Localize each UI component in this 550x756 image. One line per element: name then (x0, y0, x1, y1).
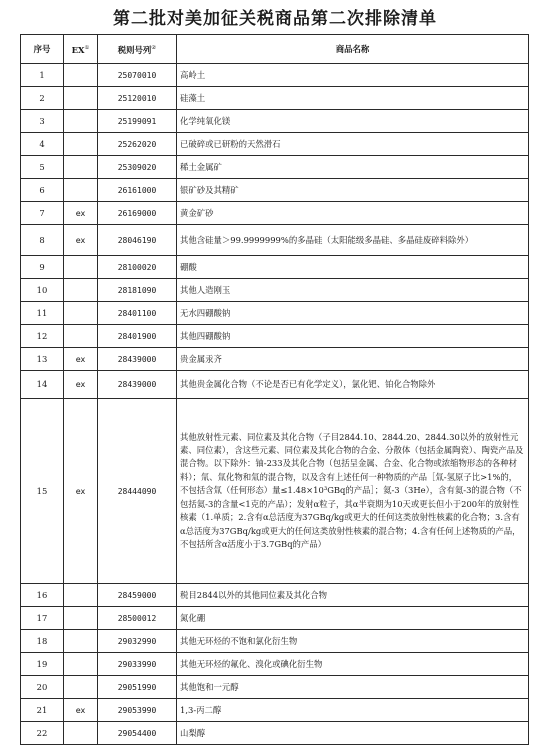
table-row (21, 584, 529, 607)
table-row (21, 256, 529, 279)
row-ex-flag (64, 722, 98, 745)
row-ex-flag: ex (64, 348, 98, 371)
header-ex-label: EX (71, 44, 85, 55)
row-number: 22 (21, 722, 64, 745)
row-tariff-code: 26169000 (98, 202, 177, 225)
row-number: 21 (21, 699, 64, 722)
row-tariff-code: 28181090 (98, 279, 177, 302)
row-ex-flag (64, 630, 98, 653)
row-number: 2 (21, 87, 64, 110)
row-tariff-code: 25070010 (98, 64, 177, 87)
row-number: 16 (21, 584, 64, 607)
header-ex-footnote: ① (84, 44, 90, 51)
row-product-name: 其他饱和一元醇 (177, 676, 529, 699)
header-code-footnote: ② (151, 44, 157, 51)
row-number: 11 (21, 302, 64, 325)
header-code-label: 税则号列 (117, 44, 152, 55)
row-ex-flag (64, 584, 98, 607)
row-tariff-code: 28401100 (98, 302, 177, 325)
row-ex-flag (64, 279, 98, 302)
row-tariff-code: 25262020 (98, 133, 177, 156)
row-product-name: 高岭土 (177, 64, 529, 87)
table-row (21, 110, 529, 133)
header-name-label: 商品名称 (335, 43, 370, 54)
row-product-name: 黄金矿砂 (177, 202, 529, 225)
row-product-name: 其他四硼酸钠 (177, 325, 529, 348)
row-ex-flag (64, 133, 98, 156)
row-product-name: 硅藻土 (177, 87, 529, 110)
row-number: 10 (21, 279, 64, 302)
row-number: 9 (21, 256, 64, 279)
row-product-name: 其他含硅量＞99.9999999%的多晶硅（太阳能级多晶硅、多晶硅废碎料除外） (177, 225, 529, 256)
row-ex-flag (64, 676, 98, 699)
row-tariff-code: 28500012 (98, 607, 177, 630)
row-ex-flag: ex (64, 202, 98, 225)
table-row (21, 607, 529, 630)
row-ex-flag: ex (64, 399, 98, 584)
row-tariff-code: 28444090 (98, 399, 177, 584)
row-ex-flag (64, 87, 98, 110)
table-row (21, 179, 529, 202)
row-product-name: 山梨醇 (177, 722, 529, 745)
row-product-name: 贵金属汞齐 (177, 348, 529, 371)
row-number: 13 (21, 348, 64, 371)
row-tariff-code: 29032990 (98, 630, 177, 653)
table-row (21, 225, 529, 256)
row-product-name: 税目2844以外的其他同位素及其化合物 (177, 584, 529, 607)
row-number: 14 (21, 371, 64, 399)
table-row (21, 279, 529, 302)
row-number: 5 (21, 156, 64, 179)
row-tariff-code: 28401900 (98, 325, 177, 348)
table-row (21, 156, 529, 179)
row-product-name: 化学纯氧化镁 (177, 110, 529, 133)
row-ex-flag (64, 64, 98, 87)
row-ex-flag: ex (64, 371, 98, 399)
row-product-name: 其他人造刚玉 (177, 279, 529, 302)
row-tariff-code: 25309020 (98, 156, 177, 179)
row-ex-flag (64, 653, 98, 676)
table-row (21, 87, 529, 110)
row-ex-flag (64, 110, 98, 133)
row-ex-flag: ex (64, 225, 98, 256)
row-product-name: 其他无环烃的氟化、溴化或碘化衍生物 (177, 653, 529, 676)
table-row (21, 653, 529, 676)
row-number: 8 (21, 225, 64, 256)
row-tariff-code: 29033990 (98, 653, 177, 676)
row-number: 7 (21, 202, 64, 225)
row-tariff-code: 25199091 (98, 110, 177, 133)
row-ex-flag (64, 302, 98, 325)
row-number: 6 (21, 179, 64, 202)
row-tariff-code: 28046190 (98, 225, 177, 256)
page-title: 第二批对美加征关税商品第二次排除清单 (113, 9, 437, 29)
row-number: 18 (21, 630, 64, 653)
row-tariff-code: 28439000 (98, 371, 177, 399)
table-row (21, 699, 529, 722)
table-row (21, 399, 529, 584)
table-row (21, 371, 529, 399)
row-tariff-code: 25120010 (98, 87, 177, 110)
table-row (21, 133, 529, 156)
table-row (21, 676, 529, 699)
row-ex-flag (64, 156, 98, 179)
row-tariff-code: 29054400 (98, 722, 177, 745)
table-row (21, 630, 529, 653)
header-name (177, 35, 529, 64)
row-product-name: 硼酸 (177, 256, 529, 279)
row-product-name: 其他贵金属化合物（不论是否已有化学定义），氯化钯、铂化合物除外 (177, 371, 529, 399)
row-tariff-code: 29053990 (98, 699, 177, 722)
header-ex (64, 35, 98, 64)
row-product-name: 已破碎或已研粉的天然滑石 (177, 133, 529, 156)
row-product-name: 稀土金属矿 (177, 156, 529, 179)
row-product-name: 其他无环烃的不饱和氯化衍生物 (177, 630, 529, 653)
row-ex-flag (64, 256, 98, 279)
table-row (21, 348, 529, 371)
table-row (21, 64, 529, 87)
row-number: 1 (21, 64, 64, 87)
header-code (98, 35, 177, 64)
row-number: 4 (21, 133, 64, 156)
table-row (21, 202, 529, 225)
row-tariff-code: 28100020 (98, 256, 177, 279)
row-number: 20 (21, 676, 64, 699)
table-row (21, 325, 529, 348)
exclusion-list-table (20, 34, 529, 745)
row-product-name: 其他放射性元素、同位素及其化合物（子目2844.10、2844.20、2844.30以外的放射性元素、同位素），含这些元素、同位素及其化合物的合金、分散体（包括金属陶瓷）、陶瓷产品及混合物。以下除外：铀-233及其化合物（包括呈金属、合金、化合物或浓缩物形态的各种材料）；氚、氚化物和氚的混合物，以及含有上述任何一种物质的产品［氚-氢原子比>1%的，不包括含氚（任何形态）量≤1.48×10³GBq的产品］；氦-3（3He），含有氦-3的混合物（不包括氦-3的含量<1克的产品）；发射α粒子，其α半衰期为10天或更长但小于200年的放射性核素（1.单质；2.含有α总活度为37GBq/kg或更大的任何这类放射性核素的化合物；3.含有α总活度为37GBq/kg或更大的任何这类放射性核素的混合物；4.含有任何上述物质的产品，不包括所含α活度小于3.7GBq的产品） (177, 399, 529, 584)
row-product-name: 无水四硼酸钠 (177, 302, 529, 325)
row-ex-flag: ex (64, 699, 98, 722)
header-no (21, 35, 64, 64)
row-tariff-code: 28459000 (98, 584, 177, 607)
row-number: 17 (21, 607, 64, 630)
row-ex-flag (64, 325, 98, 348)
row-number: 15 (21, 399, 64, 584)
row-number: 12 (21, 325, 64, 348)
row-number: 19 (21, 653, 64, 676)
row-ex-flag (64, 607, 98, 630)
header-no-label: 序号 (33, 43, 51, 54)
table-header-row (21, 35, 529, 64)
table-row (21, 302, 529, 325)
row-number: 3 (21, 110, 64, 133)
row-tariff-code: 28439000 (98, 348, 177, 371)
row-tariff-code: 26161000 (98, 179, 177, 202)
row-ex-flag (64, 179, 98, 202)
table-row (21, 722, 529, 745)
row-product-name: 1,3-丙二醇 (177, 699, 529, 722)
row-tariff-code: 29051990 (98, 676, 177, 699)
row-product-name: 氮化硼 (177, 607, 529, 630)
row-product-name: 银矿砂及其精矿 (177, 179, 529, 202)
